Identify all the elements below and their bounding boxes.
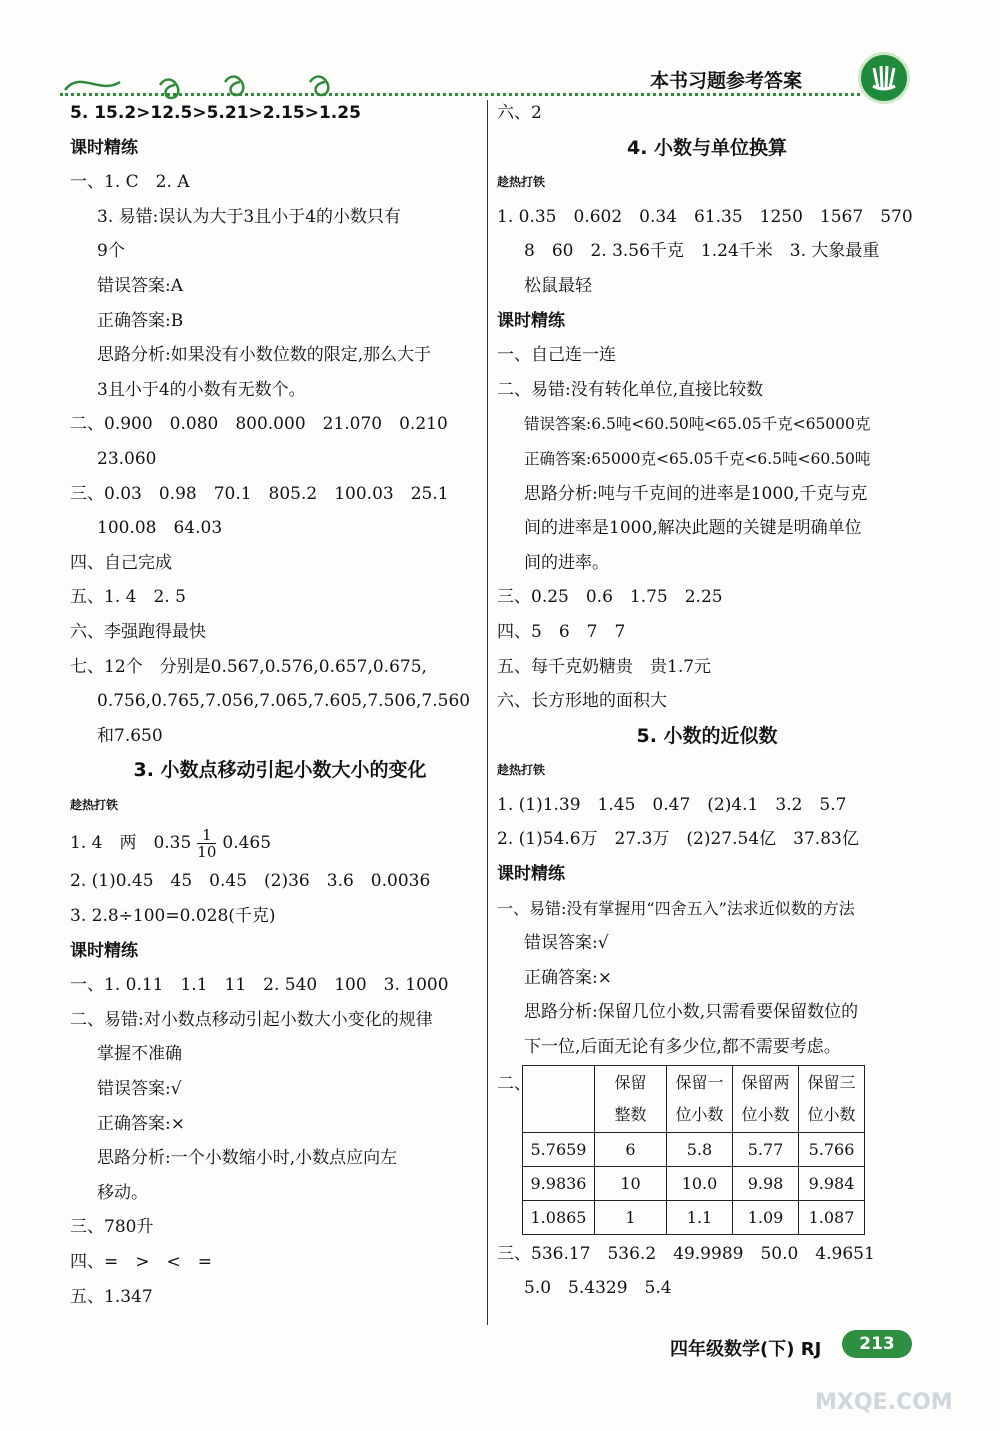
- table-header-cell: [523, 1065, 595, 1132]
- answer-line: 四、自己完成: [70, 552, 172, 573]
- answer-line: 0.756,0.765,7.056,7.065,7.605,7.506,7.560: [97, 691, 471, 712]
- table-cell: 9.9836: [523, 1166, 595, 1200]
- answer-line: 1. (1)1.39 1.45 0.47 (2)4.1 3.2 5.7: [497, 794, 847, 815]
- answer-line: 五、1.347: [70, 1286, 153, 1307]
- answer-line: 5.0 5.4329 5.4: [524, 1278, 672, 1299]
- table-cell: 1.087: [799, 1200, 865, 1234]
- answer-line: 二、0.900 0.080 800.000 21.070 0.210: [70, 414, 448, 435]
- answer-line: 正确答案:×: [97, 1113, 185, 1134]
- answer-line: 8 60 2. 3.56千克 1.24千米 3. 大象最重: [524, 241, 880, 262]
- answer-line: 思路分析:吨与千克间的进率是1000,千克与克: [524, 483, 868, 504]
- answer-line: 一、1. C 2. A: [70, 172, 190, 193]
- answer-line: 间的进率。: [524, 552, 609, 573]
- answer-line: 思路分析:如果没有小数位数的限定,那么大于: [97, 345, 432, 366]
- answer-line: 三、0.03 0.98 70.1 805.2 100.03 25.1: [70, 483, 449, 504]
- table-header-cell: 保留 整数: [595, 1065, 667, 1132]
- answer-line: 移动。: [97, 1182, 148, 1203]
- section-label: 课时精练: [497, 864, 565, 885]
- answer-line: 松鼠最轻: [524, 275, 592, 296]
- subsection-label: 趁热打铁: [497, 175, 546, 190]
- table-cell: 5.8: [667, 1132, 733, 1166]
- table-cell: 1: [595, 1200, 667, 1234]
- answer-line: 100.08 64.03: [97, 518, 223, 539]
- table-cell: 1.09: [733, 1200, 799, 1234]
- answer-line: 思路分析:一个小数缩小时,小数点应向左: [97, 1148, 398, 1169]
- fraction: [197, 827, 216, 860]
- answer-line: 间的进率是1000,解决此题的关键是明确单位: [524, 518, 862, 539]
- answer-line: 五、每千克奶糖贵 贵1.7元: [497, 656, 712, 677]
- answer-line: 3且小于4的小数有无数个。: [97, 379, 306, 400]
- answer-line: 六、长方形地的面积大: [497, 691, 667, 712]
- answer-line: 一、易错:没有掌握用“四舍五入”法求近似数的方法: [497, 898, 855, 918]
- table-block: [497, 1065, 917, 1237]
- section-label: 课时精练: [497, 310, 565, 331]
- answer-line: 三、780升: [70, 1217, 154, 1238]
- table-header-cell: 保留两 位小数: [733, 1065, 799, 1132]
- answer-line: 六、2: [497, 103, 542, 123]
- table-cell: 1.1: [667, 1200, 733, 1234]
- table-cell: 5.7659: [523, 1132, 595, 1166]
- answer-line: 正确答案:B: [97, 310, 184, 331]
- table-row: [523, 1132, 865, 1166]
- section-heading: 5. 小数的近似数: [636, 724, 778, 747]
- answer-line: 五、1. 4 2. 5: [70, 587, 186, 608]
- answer-line: 七、12个 分别是0.567,0.576,0.657,0.675,: [70, 656, 427, 677]
- table-header-cell: 保留三 位小数: [799, 1065, 865, 1132]
- answer-line: 5. 15.2>12.5>5.21>2.15>1.25: [70, 103, 361, 123]
- answer-line: 3. 2.8÷100=0.028(千克): [70, 906, 276, 927]
- answer-line: 1. 0.35 0.602 0.34 61.35 1250 1567 570: [497, 206, 913, 227]
- subsection-label: 趁热打铁: [70, 797, 119, 812]
- answer-line: 三、536.17 536.2 49.9989 50.0 4.9651: [497, 1243, 875, 1264]
- answer-line: 二、易错:没有转化单位,直接比较数: [497, 379, 764, 400]
- answer-text: 0.465: [222, 833, 272, 854]
- left-column: [70, 96, 490, 1314]
- answer-line: 错误答案:6.5吨<60.50吨<65.05千克<65000克: [524, 415, 871, 434]
- answer-text: 1. 4 两 0.35: [70, 833, 192, 854]
- answer-line: 思路分析:保留几位小数,只需看要保留数位的: [524, 1002, 859, 1023]
- answer-label: 二、: [497, 1073, 531, 1094]
- subsection-label: 趁热打铁: [497, 763, 546, 778]
- table-row: [523, 1200, 865, 1234]
- answer-line: 2. (1)0.45 45 0.45 (2)36 3.6 0.0036: [70, 871, 431, 892]
- answer-line: 和7.650: [97, 725, 163, 746]
- answer-line: 2. (1)54.6万 27.3万 (2)27.54亿 37.83亿: [497, 829, 859, 850]
- right-column: [497, 96, 917, 1306]
- answer-line: 正确答案:×: [524, 967, 612, 988]
- answer-line: 错误答案:A: [97, 275, 184, 296]
- answer-line: 23.060: [97, 448, 157, 469]
- footer-subject-text: 四年级数学(下): [670, 1339, 795, 1360]
- table-cell: 10: [595, 1166, 667, 1200]
- table-cell: 6: [595, 1132, 667, 1166]
- table-cell: 5.77: [733, 1132, 799, 1166]
- answer-line: [70, 822, 490, 864]
- answer-line: 正确答案:65000克<65.05千克<6.5吨<60.50吨: [524, 449, 871, 468]
- footer-edition: RJ: [800, 1339, 822, 1360]
- section-label: 课时精练: [70, 940, 138, 961]
- table-header-cell: 保留一 位小数: [667, 1065, 733, 1132]
- answer-line: 下一位,后面无论有多少位,都不需要考虑。: [524, 1037, 841, 1058]
- answer-line: 三、0.25 0.6 1.75 2.25: [497, 587, 723, 608]
- page-number: 213: [842, 1330, 912, 1358]
- footer-subject: [670, 1335, 821, 1361]
- answer-line: 掌握不准确: [97, 1044, 182, 1065]
- fraction-denominator: 10: [197, 843, 217, 862]
- answer-line: 一、1. 0.11 1.1 11 2. 540 100 3. 1000: [70, 975, 449, 996]
- table-cell: 5.766: [799, 1132, 865, 1166]
- table-header-row: [523, 1065, 865, 1132]
- answer-line: 四、5 6 7 7: [497, 621, 626, 642]
- answer-line: 二、易错:对小数点移动引起小数大小变化的规律: [70, 1009, 433, 1030]
- fraction-numerator: 1: [197, 827, 216, 844]
- header-title: 本书习题参考答案: [650, 70, 803, 92]
- table-row: [523, 1166, 865, 1200]
- section-label: 课时精练: [70, 137, 138, 158]
- section-heading: 4. 小数与单位换算: [626, 136, 788, 159]
- answer-line: 四、= > < =: [70, 1252, 212, 1272]
- section-heading: 3. 小数点移动引起小数大小的变化: [133, 759, 427, 782]
- table-cell: 9.98: [733, 1166, 799, 1200]
- answer-line: 9个: [97, 241, 125, 262]
- table-cell: 1.0865: [523, 1200, 595, 1234]
- answer-line: 错误答案:√: [97, 1079, 182, 1100]
- table-cell: 10.0: [667, 1166, 733, 1200]
- answer-line: 六、李强跑得最快: [70, 621, 206, 642]
- answer-line: 一、自己连一连: [497, 345, 616, 366]
- approximation-table: [522, 1065, 865, 1235]
- answer-line: 错误答案:√: [524, 933, 609, 954]
- table-cell: 9.984: [799, 1166, 865, 1200]
- watermark: MXQE.COM: [815, 1390, 953, 1415]
- answer-line: 3. 易错:误认为大于3且小于4的小数只有: [97, 206, 401, 227]
